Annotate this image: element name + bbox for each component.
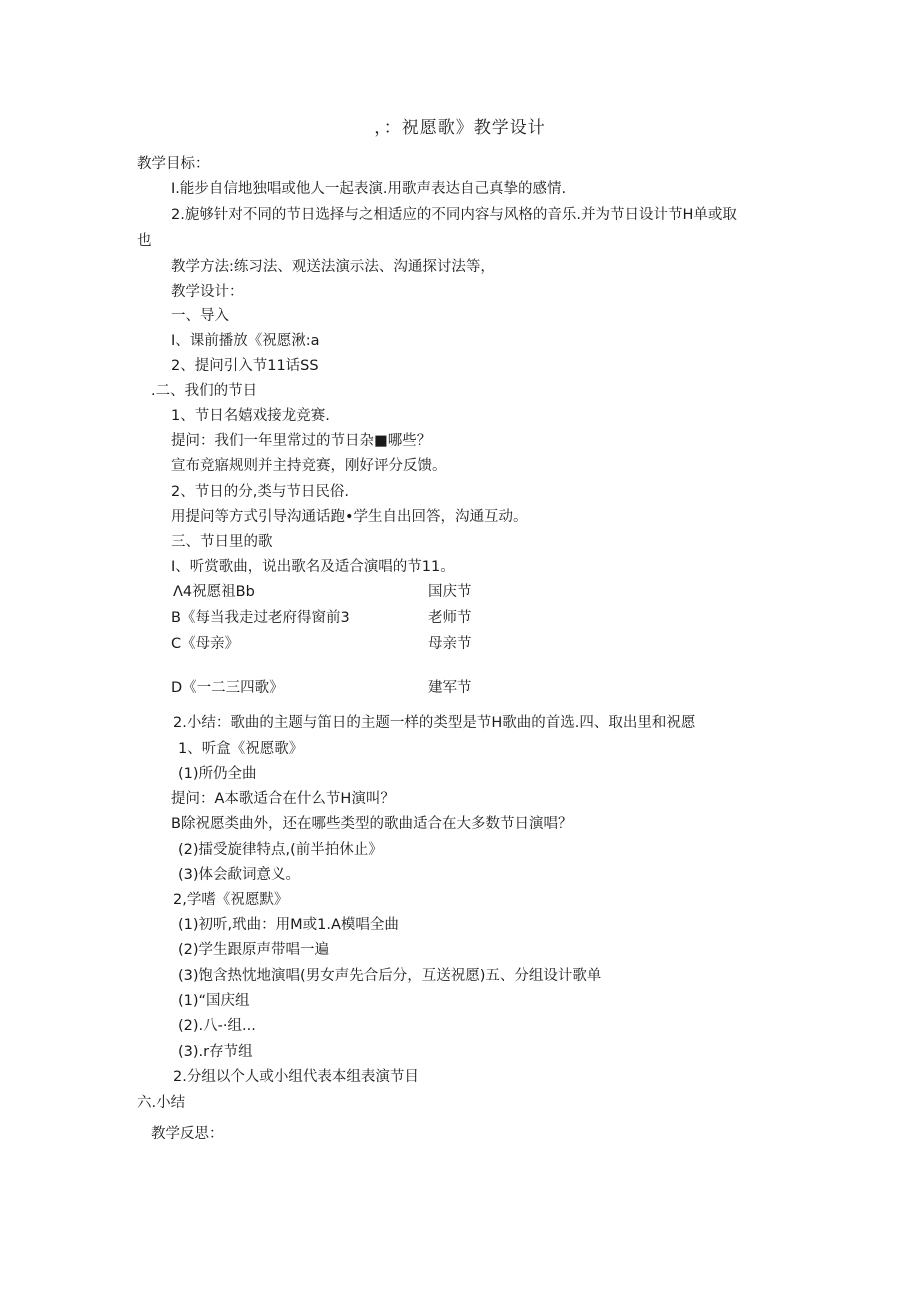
group-2: (2).八-·组... xyxy=(178,1018,256,1034)
song-c: C《母亲》 xyxy=(171,636,240,652)
section-1-heading: 一、导入 xyxy=(171,308,229,324)
section-4-step-2: (2)擂受旋律特点,(前半拍休止》 xyxy=(178,842,383,858)
objective-2-continued: 也 xyxy=(137,233,152,249)
section-5-item-2: 2.分组以个人或小组代表本组表演节目 xyxy=(173,1069,419,1085)
song-a: Λ4祝愿祖Bb xyxy=(173,584,255,600)
section-4-item-2: 2,学嗜《祝愿默》 xyxy=(173,892,289,908)
section-1-item-2: 2、提问引入节11话SS xyxy=(171,358,319,374)
section-6-heading: 六.小结 xyxy=(137,1095,186,1111)
section-4-item-2-step-3: (3)饱含热忱地演唱(男女声先合后分，互送祝愿)五、分组设计歌单 xyxy=(178,968,602,984)
section-4-question-b: B除祝愿类曲外，还在哪些类型的歌曲适合在大多数节日演唱？ xyxy=(171,816,573,832)
section-4-step-3: (3)体会歃词意义。 xyxy=(178,867,301,883)
section-4-item-1: 1、听盒《祝愿歌》 xyxy=(178,741,304,757)
festival-a: 国庆节 xyxy=(428,584,472,600)
objectives-heading: 教学目标： xyxy=(137,156,210,172)
section-1-item-1: I、课前播放《祝愿湫:a xyxy=(171,333,320,349)
song-b: B《每当我走过老府得窗前3 xyxy=(171,610,350,626)
section-2-item-2: 2、节日的分,类与节日民俗. xyxy=(171,484,349,500)
teaching-design-heading: 教学设计： xyxy=(171,284,244,300)
objective-1: I.能步自信地独唱或他人一起表演.用歌声表达自己真挚的感情. xyxy=(171,181,567,197)
festival-d: 建军节 xyxy=(428,680,472,696)
section-2-contest-rules: 宣布竞寤规则并主持竞赛，刚好评分反馈。 xyxy=(171,458,447,474)
document-title: ，：祝愿歌》教学设计 xyxy=(374,118,546,138)
objective-2: 2.旎够针对不同的节日选择与之相适应的不同内容与风格的音乐.并为节日设计节H单或取 xyxy=(171,207,737,223)
section-3-summary: 2.小结：歌曲的主题与笛日的主题一样的类型是节H歌曲的首选.四、取出里和祝愿 xyxy=(173,715,696,731)
section-2-item-1: 1、节日名嬉戏接龙竞赛. xyxy=(171,408,330,424)
section-3-heading: 三、节日里的歌 xyxy=(171,534,273,550)
festival-c: 母亲节 xyxy=(428,636,472,652)
festival-b: 老师节 xyxy=(428,610,472,626)
section-3-item-1: I、听赏歌曲，说出歌名及适合演唱的节11。 xyxy=(171,559,455,575)
section-4-question-a: 提问：A本歌适合在什么节H演叫？ xyxy=(171,791,395,807)
section-4-item-2-step-2: (2)学生跟原声带唱一遍 xyxy=(178,942,330,958)
group-3: (3).r存节组 xyxy=(178,1044,253,1060)
song-d: D《一二三四歌》 xyxy=(171,680,284,696)
section-2-question: 提问：我们一年里常过的节日杂■哪些？ xyxy=(171,433,432,449)
section-2-interaction: 用提问等方式引导沟通话跑•学生自出回答，沟通互动。 xyxy=(171,509,528,525)
section-4-step-1: (1)所仍全曲 xyxy=(178,766,257,782)
section-2-heading: .二、我们的节日 xyxy=(151,383,258,399)
group-1: (1)“国庆组 xyxy=(178,993,250,1009)
section-4-item-2-step-1: (1)初听,玳曲：用M或1.A模唱全曲 xyxy=(178,917,399,933)
teaching-methods: 教学方法:练习法、观送法演示法、沟通探讨法等， xyxy=(171,259,495,275)
reflection-heading: 教学反思： xyxy=(151,1126,224,1142)
